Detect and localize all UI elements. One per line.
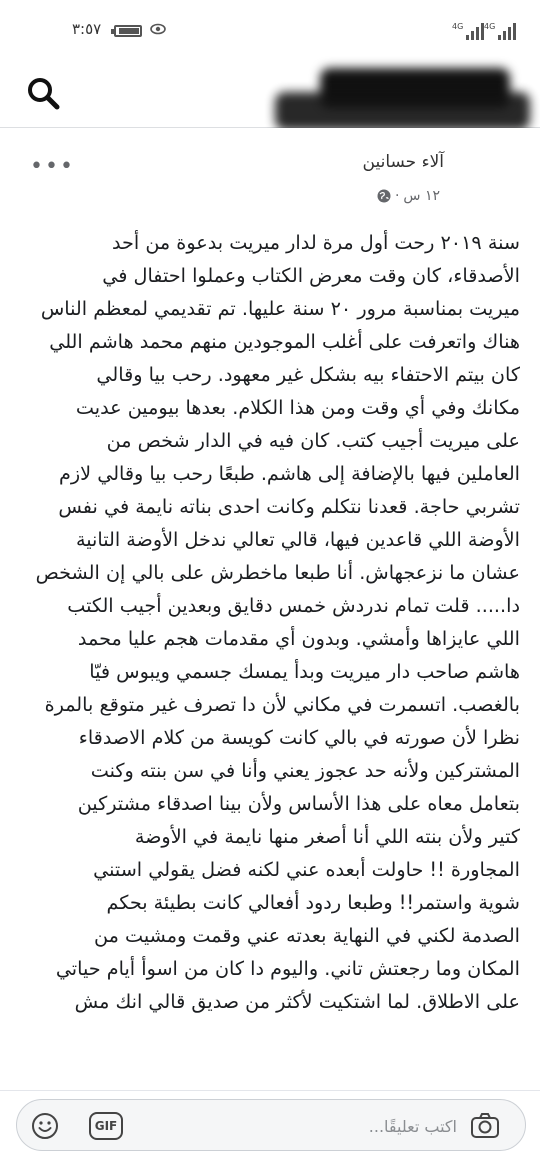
globe-icon — [377, 189, 391, 203]
signal-icon — [484, 22, 516, 40]
post-line: على الاطلاق. لما اشتكيت لأكثر من صديق قالي انك مش — [74, 990, 520, 1013]
post-line: هناك واتعرفت على أغلب الموجودين منهم محمد هاشم اللي — [49, 330, 520, 353]
post-line: بتعامل معاه على هذا الأساس ولأن بينا اصدقاء مشتركين — [77, 792, 520, 815]
post-line: المجاورة !! حاولت أبعده عني لكنه فضل يقولي استني — [93, 858, 520, 881]
status-time: ٣:٥٧ — [72, 20, 102, 38]
gif-button[interactable]: GIF — [89, 1112, 123, 1140]
post-line: الأصدقاء، كان وقت معرض الكتاب وعملوا احتفال في — [102, 264, 520, 287]
comment-composer — [16, 1099, 526, 1151]
battery-icon — [114, 25, 142, 37]
post-line: اللي عايزاها وأمشي. وبدون أي مقدمات هجم عليا محمد — [77, 627, 520, 650]
camera-icon[interactable] — [469, 1110, 501, 1142]
search-icon[interactable] — [24, 74, 64, 114]
meta-separator: · — [394, 188, 400, 204]
emoji-icon[interactable] — [31, 1112, 59, 1140]
post-line: بالغصب. اتسمرت في مكاني لأن دا تصرف غير متوقع بالمرة — [44, 693, 520, 716]
more-icon[interactable]: ••• — [30, 154, 75, 179]
post-line: المشتركين ولأنه حد عجوز يعني وأنا في سن بنته وكنت — [90, 759, 520, 782]
post-meta — [377, 188, 440, 204]
post-line: سنة ٢٠١٩ رحت أول مرة لدار ميريت بدعوة من أحد — [111, 231, 520, 254]
post-line: تشربي حاجة. قعدنا نتكلم وكانت احدى بناته نايمة في نفس — [58, 495, 520, 518]
post-line: على ميريت أجيب كتب. كان فيه في الدار شخص من — [106, 429, 520, 452]
signal-label: 4G — [484, 22, 496, 31]
post-line: هاشم صاحب دار ميريت وبدأ يمسك جسمي ويبوس فيّا — [89, 660, 520, 683]
signal-label: 4G — [452, 22, 464, 31]
post-header — [0, 128, 540, 224]
post-line: الصدمة لكني في النهاية بعدته عني وقمت ومشيت من — [94, 924, 520, 947]
post-line: العاملين فيها بالإضافة إلى هاشم. طبعًا رحب بيا وقالي لازم — [59, 462, 520, 485]
post-line: المكان وما رجعتش تاني. واليوم دا كان من اسوأ أيام حياتي — [55, 957, 520, 980]
comment-bar — [0, 1090, 540, 1155]
post-line: دا..... قلت تمام ندردش خمس دقايق وبعدين أجيب الكتب — [67, 594, 520, 617]
comment-input[interactable] — [137, 1108, 457, 1144]
post-line: مكانك وفي أي وقت ومن هذا الكلام. بعدها بيومين عديت — [75, 396, 520, 419]
post-line: ميريت بمناسبة مرور ٢٠ سنة عليها. تم تقديمي لمعظم الناس — [40, 297, 520, 320]
post-line: شوية واستمر!! وطبعا ردود أفعالي كانت بطيئة بحكم — [106, 891, 520, 914]
status-bar — [0, 0, 540, 60]
post-time: ١٢ س — [403, 188, 440, 204]
post-line: كتير ولأن بنته اللي أنا أصغر منها نايمة في الأوضة — [134, 825, 520, 848]
post-line: نظرا لأن صورته في بالي كانت كويسة من كلام الاصدقاء — [78, 726, 520, 749]
signal-icon — [452, 22, 484, 40]
redacted-author-area — [275, 92, 530, 130]
post-text — [24, 226, 520, 1024]
post-line: كان بيتم الاحتفاء بيه بشكل غير معهود. رحب بيا وقالي — [96, 363, 520, 386]
post-line: الأوضة اللي قاعدين فيها، قالي تعالي ندخل الأوضة التانية — [75, 528, 520, 551]
post-author[interactable]: آلاء حسانين — [362, 152, 444, 172]
post-line: عشان ما نزعجهاش. أنا طبعا ماخطرش على بالي إن الشخص — [35, 561, 520, 584]
eye-icon — [150, 23, 166, 35]
